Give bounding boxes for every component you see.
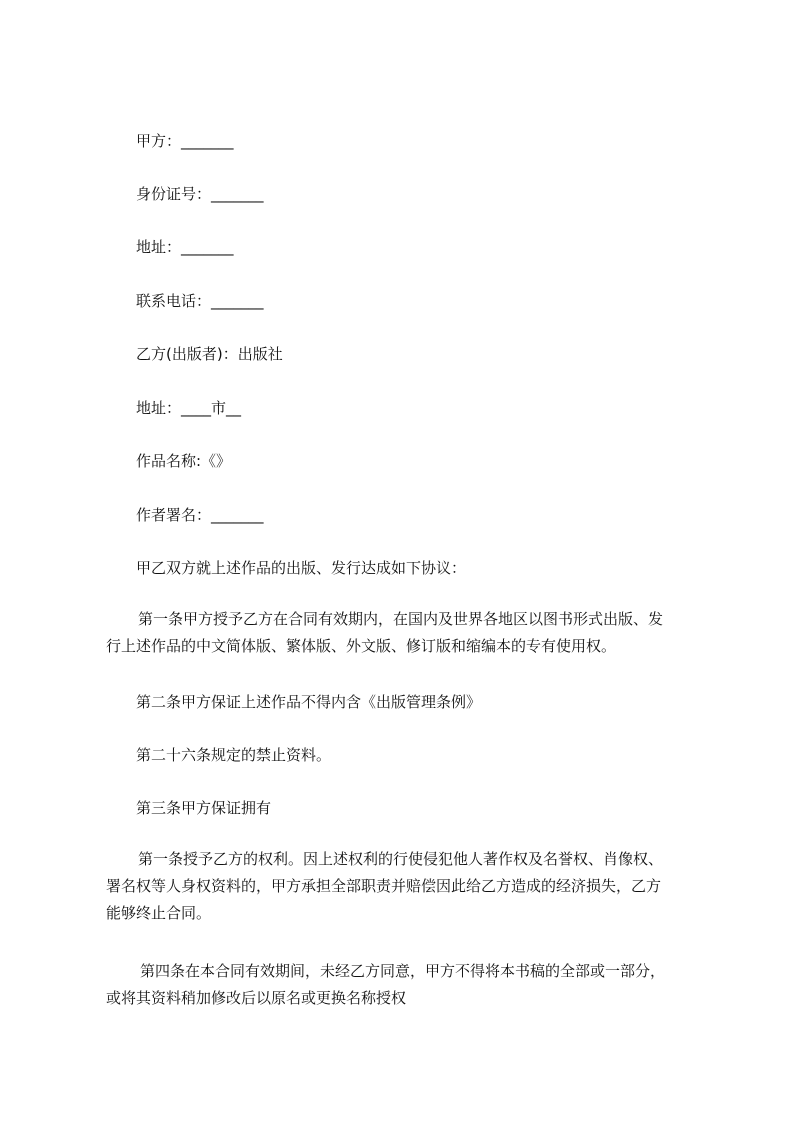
- article-3-title: 第三条甲方保证拥有: [136, 799, 272, 817]
- article-3-line-2: 署名权等人身权资料的，甲方承担全部职责并赔偿因此给乙方造成的经济损失，乙方: [106, 877, 662, 895]
- article-4-line-1: 第四条在本合同有效期间，未经乙方同意，甲方不得将本书稿的全部或一部分，: [140, 962, 666, 980]
- article-1: [106, 606, 702, 660]
- work-title-field: 作品名称:《》: [136, 452, 232, 470]
- article-1-line-2: 行上述作品的中文简体版、繁体版、外文版、修订版和缩编本的专有使用权。: [106, 637, 617, 655]
- phone-field: 联系电话：_______: [136, 292, 264, 310]
- author-signature-field: 作者署名：_______: [136, 506, 264, 524]
- article-1-line-1: 第一条甲方授予乙方在合同有效期内，在国内及世界各地区以图书形式出版、发: [138, 610, 664, 628]
- article-3-line-1: 第一条授予乙方的权利。因上述权利的行使侵犯他人著作权及名誉权、肖像权、: [138, 850, 664, 868]
- article-3-line-3: 能够终止合同。: [106, 904, 212, 922]
- article-3-body: [106, 846, 702, 927]
- article-4-line-2: 或将其资料稍加修改后以原名或更换名称授权: [106, 989, 407, 1007]
- article-4: [106, 958, 702, 1012]
- party-b-field: 乙方(出版者)：出版社: [136, 345, 283, 363]
- article-2-line-2: 第二十六条规定的禁止资料。: [136, 746, 332, 764]
- article-2-line-1: 第二条甲方保证上述作品不得内含《出版管理条例》: [136, 693, 482, 711]
- agreement-intro: 甲乙双方就上述作品的出版、发行达成如下协议：: [136, 559, 467, 577]
- party-a-field: 甲方：_______: [136, 132, 234, 150]
- address-a-field: 地址：_______: [136, 238, 234, 256]
- address-b-field: 地址：____市__: [136, 399, 242, 417]
- id-number-field: 身份证号：_______: [136, 185, 264, 203]
